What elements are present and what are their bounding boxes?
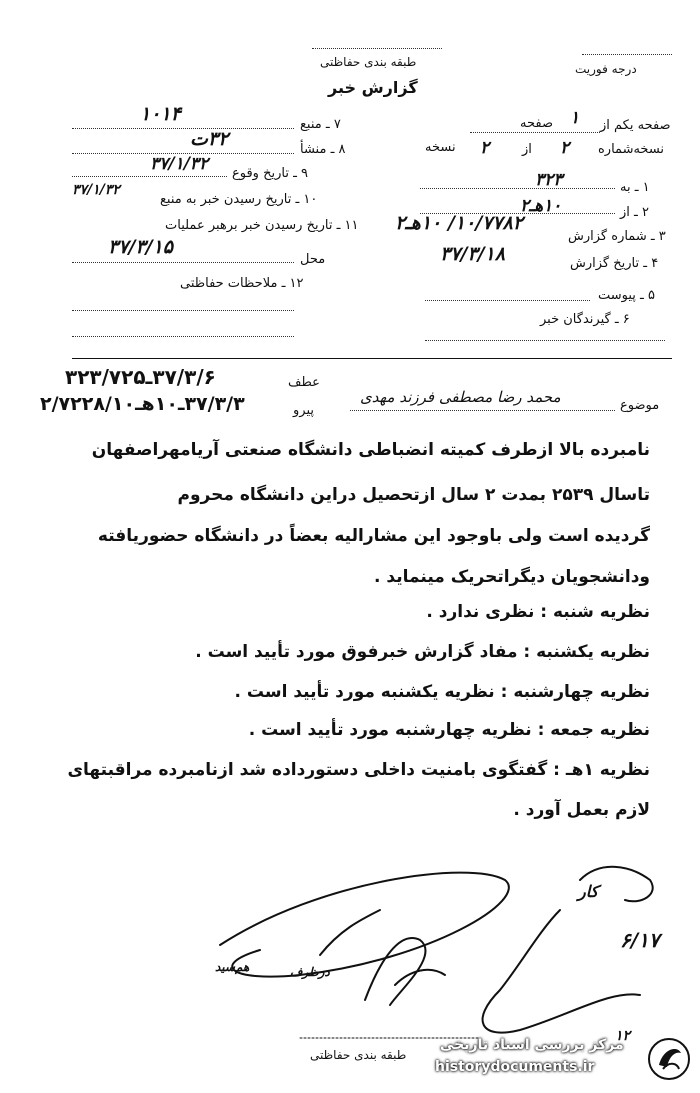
field-event-date-line [72,176,227,177]
field-recipients-line [425,340,665,341]
field-security-notes-label: ۱۲ ـ ملاحظات حفاظتی [180,276,304,291]
annotation-right: کار [578,882,599,901]
field-location-label: محل [300,252,326,267]
field-page-value: ۱ [570,108,580,128]
subject-value: محمد رضا مصطفی فرزند مهدی [360,388,561,406]
field-source-label: ۷ ـ منبع [300,117,341,132]
field-to-value: ۳۲۳ [535,170,563,190]
field-event-date-label: ۹ ـ تاریخ وقوع [232,166,309,181]
field-report-date-label: ۴ ـ تاریخ گزارش [570,256,659,271]
field-copy-label: نسخه‌شماره [598,142,665,157]
annotation-date: ۶/۱۷ [620,928,660,952]
annotation-left2: هم‌سید [215,960,250,974]
field-report-no-label: ۳ ـ شماره گزارش [568,229,666,244]
field-copy-value2: ۲ [480,138,490,158]
signature-left-stroke [320,910,380,955]
peyro-value: ۳۷/۳/۳ـ۱۰هـ۲/۷۲۲۸/۱۰ [40,393,245,415]
body-line: لازم بعمل آورد . [513,800,650,820]
archive-logo-icon [645,1035,693,1083]
header-separator [72,358,672,359]
signature-left [220,873,509,977]
watermark-url: historydocuments.ir [435,1059,595,1075]
field-copy-value: ۲ [560,138,570,158]
field-source-line [72,128,294,129]
body-line: نامبرده بالا ازطرف کمیته انضباطی دانشگاه صنعتی آریامهراصفهان [91,440,650,460]
field-page-mid: صفحه [520,116,553,131]
watermark [430,1035,695,1085]
subject-label: موضوع [620,398,660,413]
body-line: ودانشجویان دیگراتحریک مینماید . [374,567,650,587]
body-line: نظریه یکشنبه : مفاد گزارش خبرفوق مورد تأیید است . [195,642,650,662]
field-to-line [420,188,615,189]
body-line: نظریه چهارشنبه : نظریه یکشنبه مورد تأیید است . [234,682,650,702]
field-to-source-date-label: ۱۰ ـ تاریخ رسیدن خبر به منبع [160,192,318,207]
classification-top: طبقه بندی حفاظتی [320,55,417,69]
field-report-no-value: ۱۰/۷۷۸۲/ ۱۰هـ۲ [395,212,523,234]
atf-label: عطف [288,375,320,390]
subject-line [350,410,615,411]
field-copy-tail: نسخه [425,140,456,155]
priority-line [582,54,672,55]
body-line: تاسال ۲۵۳۹ بمدت ۲ سال ازتحصیل دراین دانشگاه محروم [177,485,650,505]
priority-label: درجه فوریت [575,62,637,76]
body-line: نظریه جمعه : نظریه چهارشنبه مورد تأیید است . [248,720,650,740]
field-page-label: صفحه یکم از [600,118,671,133]
field-attachment-label: ۵ ـ پیوست [598,288,655,303]
field-from-value: ۱۰هـ۲ [520,196,562,216]
atf-value: ۳۷/۳/۶ـ۳۲۳/۷۲۵ [65,365,216,389]
classification-top-line [312,48,442,49]
field-location-value: ۳۷/۳/۱۵ [108,236,173,258]
field-page-line [470,132,600,133]
field-copy-mid: از [522,142,532,157]
field-attachment-line [425,300,590,301]
body-line: نظریه ۱هـ : گفتگوی بامنیت داخلی دستورداده شد ازنامبرده مراقبتهای [67,760,650,780]
field-location-line [72,262,294,263]
field-recipients-label: ۶ ـ گیرندگان خبر [540,312,630,327]
field-report-date-value: ۳۷/۳/۱۸ [440,243,505,265]
report-title: گزارش خبر [328,78,418,97]
field-source-value: ۱۰۱۴ [140,103,181,125]
classification-bottom: طبقه بندی حفاظتی [310,1048,407,1062]
signature-right [483,910,640,1033]
field-security-notes-line2 [72,336,294,337]
field-security-notes-line1 [72,310,294,311]
field-to-source-date-value: ۳۷/۱/۳۲ [72,182,120,198]
field-to-label: ۱ ـ به [620,180,650,195]
field-to-leader-date-label: ۱۱ ـ تاریخ رسیدن خبر برهبر عملیات [165,218,359,233]
signature-middle [365,938,445,1005]
peyro-label: پیرو [293,403,314,418]
body-line: گردیده است ولی باوجود این مشارالیه بعضاً در دانشگاه حضوریافته [97,526,650,546]
annotation-left: درظرف [290,965,330,979]
page-mark: ۱۲ [615,1028,631,1044]
body-line: نظریه شنبه : نظری ندارد . [426,602,650,622]
field-from-label: ۲ ـ از [620,205,649,220]
field-event-date-value: ۳۷/۱/۳۲ [150,154,209,174]
field-origin-label: ۸ ـ منشأ [300,142,346,157]
watermark-text: مرکز بررسی اسناد تاریخی [440,1037,624,1053]
field-origin-value: ۳۲ت [190,128,229,150]
